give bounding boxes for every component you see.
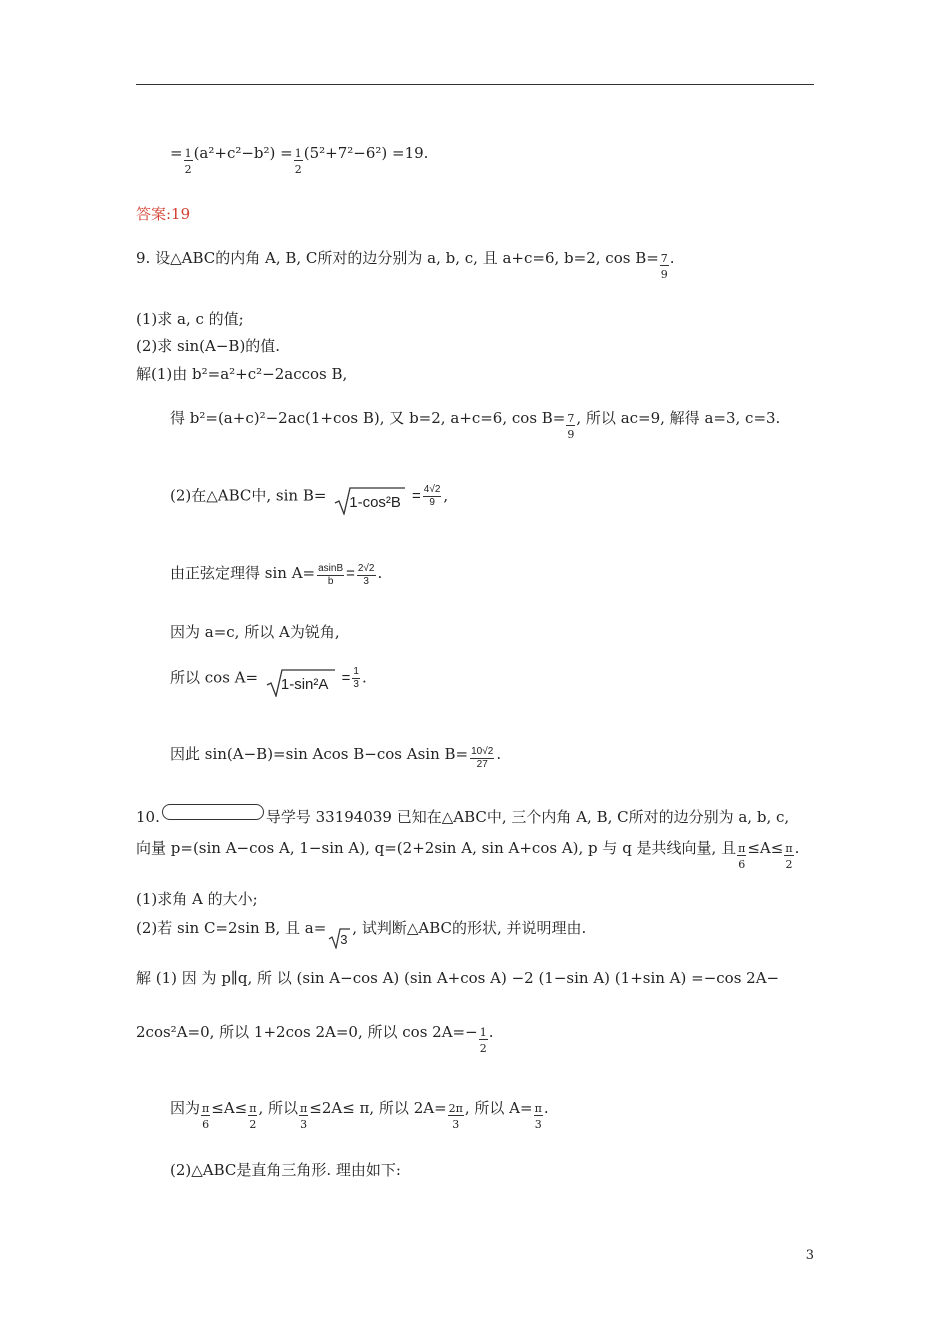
q9-solution-line: 由正弦定理得 sin A= $\frac{asinB}{b}$ = $\frac{2√2}{3}$ . xyxy=(170,563,383,587)
q10-solution-line: 因为 $\frac{\pi}{6}$ ≤A≤ $\frac{\pi}{2}$ , 所以 $\frac{\pi}{3}$ ≤2A≤ π, 所以 2A= $\frac{2\pi}{3}$ , 所以 A= $\frac{\pi}{3}$ . xyxy=(170,1099,549,1131)
q9-part2: (2)求 sin(A−B)的值. xyxy=(136,337,281,355)
q9-solution-line: 解(1)由 b²=a²+c²−2accos B, xyxy=(136,365,348,383)
q10-solution-line: 解 (1) 因 为 p∥q, 所 以 (sin A−cos A) (sin A+cos A) −2 (1−sin A) (1+sin A) =−cos 2A− xyxy=(136,969,780,987)
q9-solution-line: 得 b²=(a+c)²−2ac(1+cos B), 又 b=2, a+c=6, cos B= $\frac{7}{9}$ , 所以 ac=9, 解得 a=3, c=3. xyxy=(170,409,781,441)
q10-solution-line: 2cos²A=0, 所以 1+2cos 2A=0, 所以 cos 2A=− $\frac{1}{2}$ . xyxy=(136,1023,494,1055)
fraction: $\frac{1}{2}$ xyxy=(184,147,192,176)
hidden-link-box xyxy=(162,804,264,820)
q9-solution-line: 所以 cos A= 1-sin²A = $\frac{1}{3}$ . xyxy=(170,666,367,697)
fraction: $\frac{1}{2}$ xyxy=(294,147,302,176)
q10-part1: (1)求角 A 的大小; xyxy=(136,890,258,908)
question-10-stem: 向量 p=(sin A−cos A, 1−sin A), q=(2+2sin A, sin A+cos A), p 与 q 是共线向量, 且 $\frac{\pi}{6}$ ≤A≤ $\frac{\pi}{2}$ . xyxy=(136,839,800,871)
sqrt-radical: 3 xyxy=(328,921,350,949)
sqrt-radical: 1-cos²B xyxy=(333,487,405,515)
q10-solution-line: (2)△ABC是直角三角形. 理由如下: xyxy=(170,1161,401,1179)
q9-solution-line: 因此 sin(A−B)=sin Acos B−cos Asin B= $\frac{10√2}{27}$ . xyxy=(170,745,502,770)
answer-label: 答案:19 xyxy=(136,205,191,223)
q9-part1: (1)求 a, c 的值; xyxy=(136,310,244,328)
question-10-stem: 10. 导学号 33194039 已知在△ABC中, 三个内角 A, B, C所对的边分别为 a, b, c, xyxy=(136,804,789,827)
sqrt-radical: 1-sin²A xyxy=(265,669,335,697)
question-9-stem: 9. 设△ABC的内角 A, B, C所对的边分别为 a, b, c, 且 a+c=6, b=2, cos B= $\frac{7}{9}$ . xyxy=(136,249,675,281)
q10-part2: (2)若 sin C=2sin B, 且 a= 3 , 试判断△ABC的形状, 并说明理由. xyxy=(136,919,587,947)
formula-line: = $\frac{1}{2}$ (a²+c²−b²) = $\frac{1}{2}$ (5²+7²−6²) =19. xyxy=(170,144,429,176)
q9-solution-line: 因为 a=c, 所以 A为锐角, xyxy=(170,623,340,641)
page-number: 3 xyxy=(805,1248,814,1263)
header-rule xyxy=(136,84,814,85)
q9-solution-line: (2)在△ABC中, sin B= 1-cos²B = $\frac{4√2}{9}$ , xyxy=(170,484,448,515)
